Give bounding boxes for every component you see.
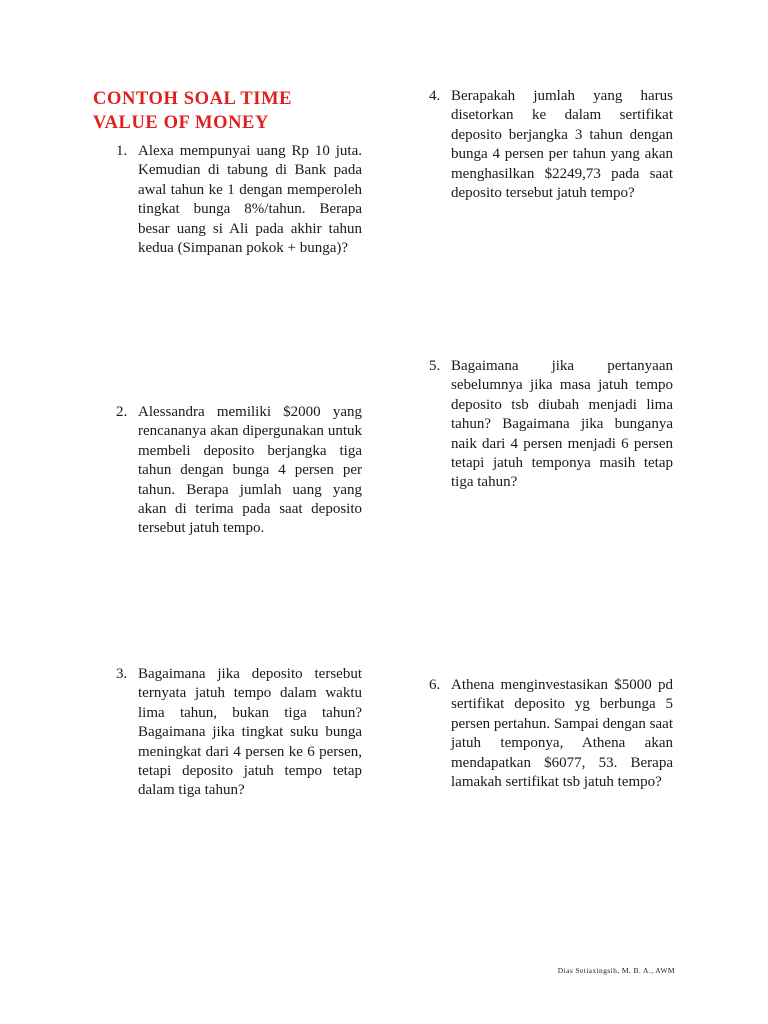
title-line-2: VALUE OF MONEY — [93, 113, 269, 133]
question-number: 6. — [429, 677, 441, 693]
question-number: 2. — [116, 404, 128, 420]
question-text: Bagaimana jika pertanyaan sebelumnya jika masa jatuh tempo deposito tsb diubah menjadi lima tahun? Bagaimana jika bunganya naik dari 4 persen menjadi 6 persen tetapi jatuh temponya masih tetap tiga tahun? — [451, 358, 673, 491]
question-text: Alessandra memiliki $2000 yang rencananya akan dipergunakan untuk membeli deposito berjangka tiga tahun dengan bunga 4 persen per tahun. Berapa jumlah uang yang akan di terima pada saat deposito tersebut jatuh tempo. — [138, 404, 362, 537]
document-title — [93, 87, 373, 135]
question-number: 5. — [429, 358, 441, 374]
title-line-1: CONTOH SOAL TIME — [93, 89, 293, 109]
question-text: Bagaimana jika deposito tersebut ternyata jatuh tempo dalam waktu lima tahun, bukan tiga tahun? Bagaimana jika tingkat suku bunga meningkat dari 4 persen ke 6 persen, tetapi deposito jatuh tempo tetap dalam tiga tahun? — [138, 666, 362, 799]
author-footer: Dias Setiaxingsih, M. B. A., AWM — [557, 966, 675, 975]
question-number: 3. — [116, 666, 128, 682]
question-text: Athena menginvestasikan $5000 pd sertifikat deposito yg berbunga 5 persen pertahun. Sampai dengan saat jatuh temponya, Athena akan mendapatkan $6077, 53. Berapa lamakah sertifikat tsb jatuh tempo? — [451, 677, 674, 791]
question-number: 1. — [116, 143, 128, 159]
question-text: Alexa mempunyai uang Rp 10 juta. Kemudian di tabung di Bank pada awal tahun ke 1 dengan memperoleh tingkat bunga 8%/tahun. Berapa besar uang si Ali pada akhir tahun kedua (Simpanan pokok + bunga)? — [138, 143, 362, 257]
question-number: 4. — [429, 88, 441, 104]
question-text: Berapakah jumlah yang harus disetorkan ke dalam sertifikat deposito berjangka 3 tahun dengan bunga 4 persen per tahun yang akan menghasilkan $2249,73 pada saat deposito tersebut jatuh tempo? — [451, 88, 673, 202]
